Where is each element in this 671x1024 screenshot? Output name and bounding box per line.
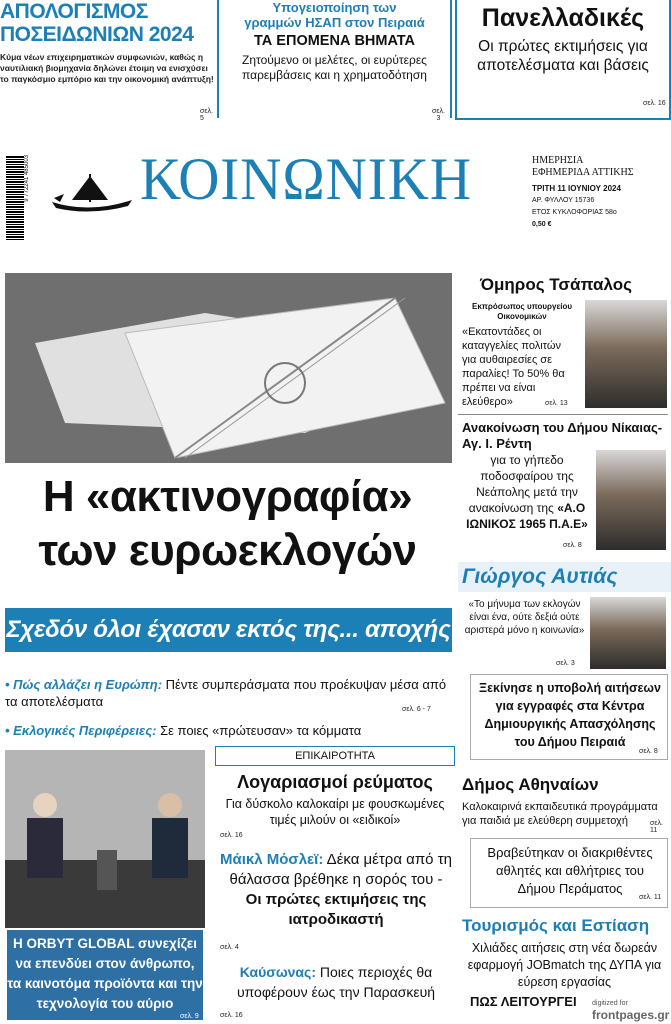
masthead-info — [532, 155, 634, 231]
price: 0,50 € — [532, 221, 552, 228]
top-left-headline-1: ΑΠΟΛΟΓΙΣΜΟΣ — [0, 0, 148, 23]
watermark-1: digitized for — [592, 1000, 628, 1007]
mosley-story[interactable] — [220, 850, 452, 930]
bullet-2-text: Σε ποιες «πρώτευσαν» τα κόμματα — [160, 723, 362, 738]
current-affairs-column — [215, 746, 455, 1024]
barcode-digits: 9 772241 485003 — [24, 155, 30, 202]
athens-text: Καλοκαιρινά εκπαιδευτικά προγράμματα για παιδιά με ελεύθερη συμμετοχή — [462, 801, 658, 827]
tsapalos-photo — [585, 300, 667, 408]
top-right-text: Οι πρώτες εκτιμήσεις για αποτελέσματα και βάσεις — [477, 38, 649, 74]
athens-head[interactable]: Δήμος Αθηναίων — [462, 775, 599, 794]
top-right-headline: Πανελλαδικές — [481, 4, 645, 32]
page-ref: σελ. 8 — [563, 542, 582, 549]
top-middle-kicker-1: Υπογειοποίηση των — [272, 0, 397, 15]
heatwave-text: Ποιες περιοχές θα υποφέρουν έως την Παρασκευή — [236, 964, 436, 1000]
orbyt-photo[interactable] — [5, 750, 205, 930]
tsapalos-role: Εκπρόσωπος υπουργείου Οικονομικών — [472, 302, 572, 321]
piraeus-box[interactable] — [470, 674, 668, 760]
orbyt-caption[interactable]: Η ORBYT GLOBAL συνεχίζει να επενδύει στον άνθρωπο, τα καινοτόμα προϊόντα και την τεχνολογία του αύριο — [5, 928, 205, 1022]
tourism-bold: ΠΩΣ ΛΕΙΤΟΥΡΓΕΙ — [470, 994, 577, 1009]
top-middle-text: Ζητούμενο οι μελέτες, οι ευρύτερες παρεμβάσεις και η χρηματοδότηση — [242, 53, 427, 82]
page-ref: σελ. 13 — [545, 400, 568, 407]
page-ref: σελ. 11 — [650, 820, 663, 834]
top-left-text: Κύμα νέων επιχειρηματικών συμφωνιών, καθώς η ναυτιλιακή βιομηχανία δηλώνει έτοιμη να ενισχύσει το παγκόσμιο εμπόριο και την οικονομική ανάπτυξη! — [0, 52, 214, 84]
page-ref: σελ. 9 — [180, 1013, 199, 1020]
masthead-sub-2: ΕΦΗΜΕΡΙΔΑ ΑΤΤΙΚΗΣ — [532, 167, 634, 178]
top-middle-headline: ΤΑ ΕΠΟΜΕΝΑ ΒΗΜΑΤΑ — [254, 33, 415, 49]
nikaia-story[interactable] — [462, 452, 592, 532]
barcode — [6, 155, 24, 240]
nikaia-bold: «Α.Ο ΙΩΝΙΚΟΣ 1965 Π.Α.Ε» — [466, 501, 588, 531]
main-headline[interactable] — [0, 470, 455, 578]
perama-text: Βραβεύτηκαν οι διακριθέντες αθλητές και αθλήτριες του Δήμου Περάματος — [487, 845, 653, 896]
section-label: ΕΠΙΚΑΙΡΟΤΗΤΑ — [215, 746, 455, 766]
divider — [450, 0, 452, 118]
page-ref: σελ. 11 — [639, 894, 662, 901]
issue-year: ΕΤΟΣ ΚΥΚΛΟΦΟΡΙΑΣ 58ο — [532, 209, 617, 216]
top-right-story[interactable] — [455, 0, 671, 120]
page-ref: σελ. 16 — [643, 100, 666, 107]
page-ref: σελ. 16 — [220, 1012, 243, 1019]
mosley-text: Δέκα μέτρα από τη θάλασσα βρέθηκε η σορός του - — [229, 851, 452, 888]
heatwave-story[interactable] — [220, 962, 452, 1002]
page-ref: σελ. 3 — [432, 108, 445, 122]
main-photo-envelope[interactable] — [5, 273, 452, 463]
nikaia-lead[interactable]: Ανακοίνωση του Δήμου Νίκαιας-Αγ. Ι. Ρέντη — [462, 420, 663, 451]
top-middle-story[interactable] — [222, 0, 447, 120]
electricity-headline[interactable]: Λογαριασμοί ρεύματος — [237, 772, 433, 792]
main-headline-line-1: Η «ακτινογραφία» — [42, 472, 413, 521]
masthead-sub-1: ΗΜΕΡΗΣΙΑ — [532, 155, 584, 166]
bullet-1-text: Πέντε συμπεράσματα που προέκυψαν μέσα από τα αποτελέσματα — [5, 677, 447, 709]
perama-box[interactable] — [470, 838, 668, 908]
ship-logo-icon — [50, 170, 135, 215]
main-banner[interactable]: Σχεδόν όλοι έχασαν εκτός της... αποχής — [5, 608, 452, 652]
page-ref: σελ. 8 — [639, 748, 658, 755]
page-ref: σελ. 4 — [220, 944, 239, 951]
newspaper-title: ΚΟΙΝΩΝΙΚΗ — [140, 146, 472, 212]
bullet-1-lead: • Πώς αλλάζει η Ευρώπη: — [5, 677, 163, 692]
issue-number: ΑΡ. ΦΥΛΛΟΥ 15736 — [532, 197, 595, 204]
top-left-story[interactable] — [0, 0, 215, 120]
tsapalos-quote: «Εκατοντάδες οι καταγγελίες πολιτών για αυθαιρεσίες σε παραλίες! Το 50% θα πρέπει να είναι ελεύθερο» — [462, 326, 565, 408]
tourism-text: Χιλιάδες αιτήσεις στη νέα δωρεάν εφαρμογή JOBmatch της ΔΥΠΑ για εύρεση εργασίας — [467, 941, 662, 989]
bullet-regions[interactable] — [5, 722, 450, 739]
bullet-2-lead: • Εκλογικές Περιφέρειες: — [5, 723, 157, 738]
issue-date: ΤΡΙΤΗ 11 ΙΟΥΝΙΟΥ 2024 — [532, 184, 621, 193]
tourism-head[interactable]: Τουρισμός και Εστίαση — [462, 916, 650, 935]
two-men-seated-illustration — [5, 750, 205, 930]
nikaia-photo — [596, 450, 666, 550]
masthead — [0, 135, 671, 260]
electricity-text: Για δύσκολο καλοκαίρι με φουσκωμένες τιμές μιλούν οι «ειδικοί» — [225, 797, 445, 827]
page-ref: σελ. 16 — [220, 832, 243, 839]
page-ref: σελ. 3 — [556, 660, 575, 667]
top-left-headline-2: ΠΟΣΕΙΔΩΝΙΩΝ 2024 — [0, 23, 194, 46]
tsapalos-name[interactable]: Όμηρος Τσάπαλος — [480, 275, 632, 294]
divider — [217, 0, 219, 118]
nikaia-text: για το γήπεδο ποδοσφαίρου της Νεάπολης μετά την ανακοίνωση της — [468, 453, 578, 515]
piraeus-text: Ξεκίνησε η υποβολή αιτήσεων για εγγραφές στα Κέντρα Δημιουργικής Απασχόλησης του Δήμου Πειραιά — [479, 681, 661, 749]
page-ref: σελ. 5 — [200, 108, 213, 122]
page-ref: σελ. 6 - 7 — [402, 706, 431, 713]
mosley-lead: Μάικλ Μόσλεϊ: — [220, 851, 324, 868]
top-middle-kicker-2: γραμμών ΗΣΑΠ στον Πειραιά — [244, 15, 425, 30]
autias-photo — [590, 597, 666, 669]
autias-name[interactable]: Γιώργος Αυτιάς — [462, 565, 618, 588]
envelope-illustration — [5, 273, 452, 463]
divider — [458, 414, 668, 415]
mosley-bold: Οι πρώτες εκτιμήσεις της ιατροδικαστή — [245, 891, 427, 928]
bullet-europe[interactable] — [5, 676, 450, 710]
autias-quote: «Το μήνυμα των εκλογών είναι ένα, ούτε δεξιά ούτε αριστερά μόνο η κοινωνία» — [464, 599, 585, 636]
main-headline-line-2: των ευρωεκλογών — [38, 526, 417, 575]
watermark-2: frontpages.gr — [592, 1008, 670, 1022]
heatwave-lead: Καύσωνας: — [239, 964, 316, 980]
